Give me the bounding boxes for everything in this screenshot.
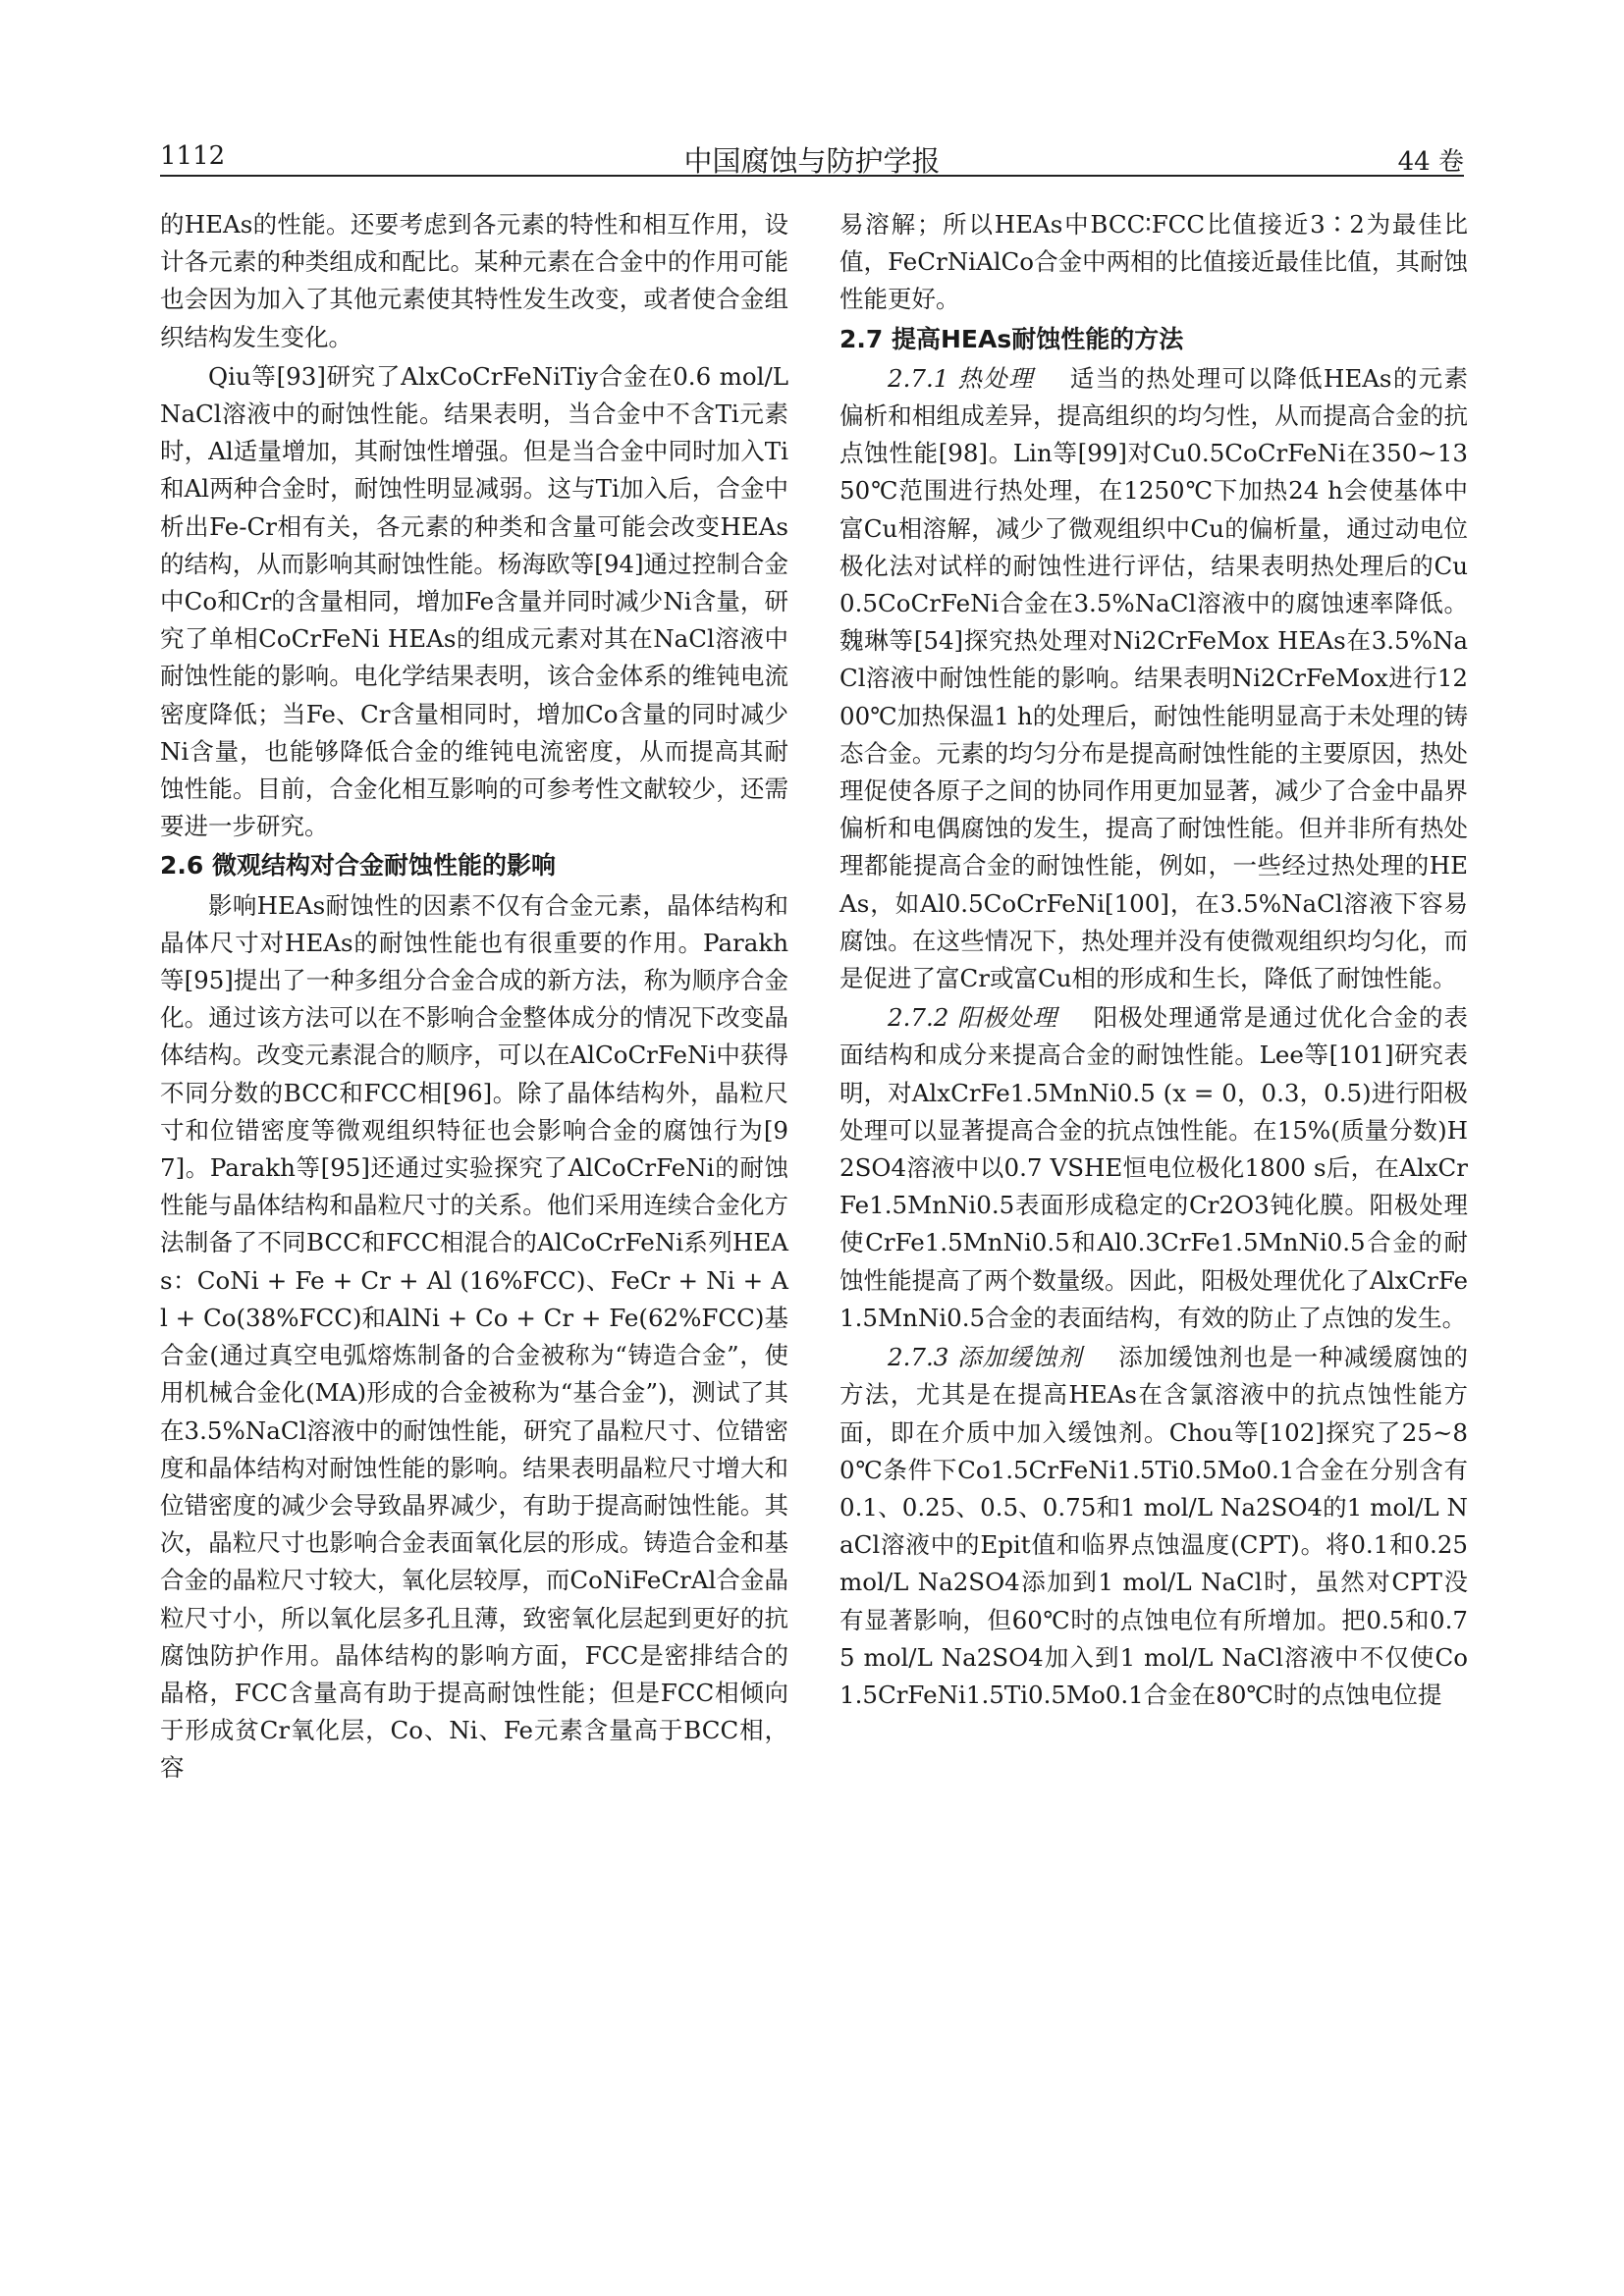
running-header (160, 135, 1464, 177)
section-heading-2-6: 2.6 微观结构对合金耐蚀性能的影响 (160, 851, 556, 881)
subsection-heading: 2.7.1 热处理 (888, 363, 1034, 393)
volume-label: 44 卷 (1397, 147, 1464, 177)
paragraph-2-7-2 (839, 999, 1468, 1337)
paragraph: 的HEAs的性能。还要考虑到各元素的特性和相互作用，设计各元素的种类组成和配比。某种元素在合金中的作用可能也会因为加入了其他元素使其特性发生改变，或者使合金组织结构发生变化。 (160, 210, 788, 351)
subsection-heading: 2.7.2 阳极处理 (888, 1003, 1058, 1033)
paragraph-2-7-1 (839, 360, 1468, 997)
journal-title: 中国腐蚀与防护学报 (683, 144, 941, 178)
paragraph-text: 添加缓蚀剂也是一种减缓腐蚀的方法，尤其是在提高HEAs在含氯溶液中的抗点蚀性能方面，即在介质中加入缓蚀剂。Chou等[102]探究了25~80℃条件下Co1.5CrFeNi1.5Ti0.5Mo0.1合金在分别含有0.1、0.25、0.5、0.75和1 mol/L Na2SO4的1 mol/L NaCl溶液中的Epit值和临界点蚀温度(CPT)。将0.1和0.25 mol/L Na2SO4添加到1 mol/L NaCl时，虽然对CPT没有显著影响，但60℃时的点蚀电位有所增加。把0.5和0.75 mol/L Na2SO4加入到1 mol/L NaCl溶液中不仅使Co1.5CrFeNi1.5Ti0.5Mo0.1合金在80℃时的点蚀电位提 (839, 1343, 1468, 1709)
paragraph-text: 阳极处理通常是通过优化合金的表面结构和成分来提高合金的耐蚀性能。Lee等[101]研究表明，对AlxCrFe1.5MnNi0.5 (x = 0，0.3，0.5)进行阳极处理可以显著提高合金的抗点蚀性能。在15%(质量分数)H2SO4溶液中以0.7 VSHE恒电位极化1800 s后，在AlxCrFe1.5MnNi0.5表面形成稳定的Cr2O3钝化膜。阳极处理使CrFe1.5MnNi0.5和Al0.3CrFe1.5MnNi0.5合金的耐蚀性能提高了两个数量级。因此，阳极处理优化了AlxCrFe1.5MnNi0.5合金的表面结构，有效的防止了点蚀的发生。 (839, 1003, 1468, 1332)
paragraph-text: 适当的热处理可以降低HEAs的元素偏析和相组成差异，提高组织的均匀性，从而提高合金的抗点蚀性能[98]。Lin等[99]对Cu0.5CoCrFeNi在350~1350℃范围进行热处理，在1250℃下加热24 h会使基体中富Cu相溶解，减少了微观组织中Cu的偏析量，通过动电位极化法对试样的耐蚀性进行评估，结果表明热处理后的Cu0.5CoCrFeNi合金在3.5%NaCl溶液中的腐蚀速率降低。魏琳等[54]探究热处理对Ni2CrFeMox HEAs在3.5%NaCl溶液中耐蚀性能的影响。结果表明Ni2CrFeMox进行1200℃加热保温1 h的处理后，耐蚀性能明显高于未处理的铸态合金。元素的均匀分布是提高耐蚀性能的主要原因，热处理促使各原子之间的协同作用更加显著，减少了合金中晶界偏析和电偶腐蚀的发生，提高了耐蚀性能。但并非所有热处理都能提高合金的耐蚀性能，例如，一些经过热处理的HEAs，如Al0.5CoCrFeNi[100]，在3.5%NaCl溶液下容易腐蚀。在这些情况下，热处理并没有使微观组织均匀化，而是促进了富Cr或富Cu相的形成和生长，降低了耐蚀性能。 (839, 363, 1468, 993)
paragraph: Qiu等[93]研究了AlxCoCrFeNiTiy合金在0.6 mol/L NaCl溶液中的耐蚀性能。结果表明，当合金中不含Ti元素时，Al适量增加，其耐蚀性增强。但是当合金中同时加入Ti和Al两种合金时，耐蚀性明显减弱。这与Ti加入后，合金中析出Fe-Cr相有关，各元素的种类和含量可能会改变HEAs的结构，从而影响其耐蚀性能。杨海欧等[94]通过控制合金中Co和Cr的含量相同，增加Fe含量并同时减少Ni含量，研究了单相CoCrFeNi HEAs的组成元素对其在NaCl溶液中耐蚀性能的影响。电化学结果表明，该合金体系的维钝电流密度降低；当Fe、Cr含量相同时，增加Co含量的同时减少Ni含量，也能够降低合金的维钝电流密度，从而提高其耐蚀性能。目前，合金化相互影响的可参考性文献较少，还需要进一步研究。 (160, 361, 788, 841)
left-column (160, 206, 788, 1789)
right-column (839, 206, 1468, 1716)
section-heading-2-7: 2.7 提高HEAs耐蚀性能的方法 (839, 324, 1184, 353)
paragraph: 影响HEAs耐蚀性的因素不仅有合金元素，晶体结构和晶体尺寸对HEAs的耐蚀性能也有很重要的作用。Parakh等[95]提出了一种多组分合金合成的新方法，称为顺序合金化。通过该方法可以在不影响合金整体成分的情况下改变晶体结构。改变元素混合的顺序，可以在AlCoCrFeNi中获得不同分数的BCC和FCC相[96]。除了晶体结构外，晶粒尺寸和位错密度等微观组织特征也会影响合金的腐蚀行为[97]。Parakh等[95]还通过实验探究了AlCoCrFeNi的耐蚀性能与晶体结构和晶粒尺寸的关系。他们采用连续合金化方法制备了不同BCC和FCC相混合的AlCoCrFeNi系列HEAs：CoNi + Fe + Cr + Al (16%FCC)、FeCr + Ni + Al + Co(38%FCC)和AlNi + Co + Cr + Fe(62%FCC)基合金(通过真空电弧熔炼制备的合金被称为“铸造合金”，使用机械合金化(MA)形成的合金被称为“基合金”)，测试了其在3.5%NaCl溶液中的耐蚀性能，研究了晶粒尺寸、位错密度和晶体结构对耐蚀性能的影响。结果表明晶粒尺寸增大和位错密度的减少会导致晶界减少，有助于提高耐蚀性能。其次，晶粒尺寸也影响合金表面氧化层的形成。铸造合金和基合金的晶粒尺寸较大，氧化层较厚，而CoNiFeCrAl合金晶粒尺寸小，所以氧化层多孔且薄，致密氧化层起到更好的抗腐蚀防护作用。晶体结构的影响方面，FCC是密排结合的晶格，FCC含量高有助于提高耐蚀性能；但是FCC相倾向于形成贫Cr氧化层，Co、Ni、Fe元素含量高于BCC相，容 (160, 890, 788, 1783)
page-number: 1112 (160, 141, 226, 171)
paragraph: 易溶解；所以HEAs中BCC∶FCC比值接近3∶2为最佳比值，FeCrNiAlCo合金中两相的比值接近最佳比值，其耐蚀性能更好。 (839, 210, 1468, 314)
paragraph-2-7-3 (839, 1339, 1468, 1714)
subsection-heading: 2.7.3 添加缓蚀剂 (888, 1343, 1083, 1372)
